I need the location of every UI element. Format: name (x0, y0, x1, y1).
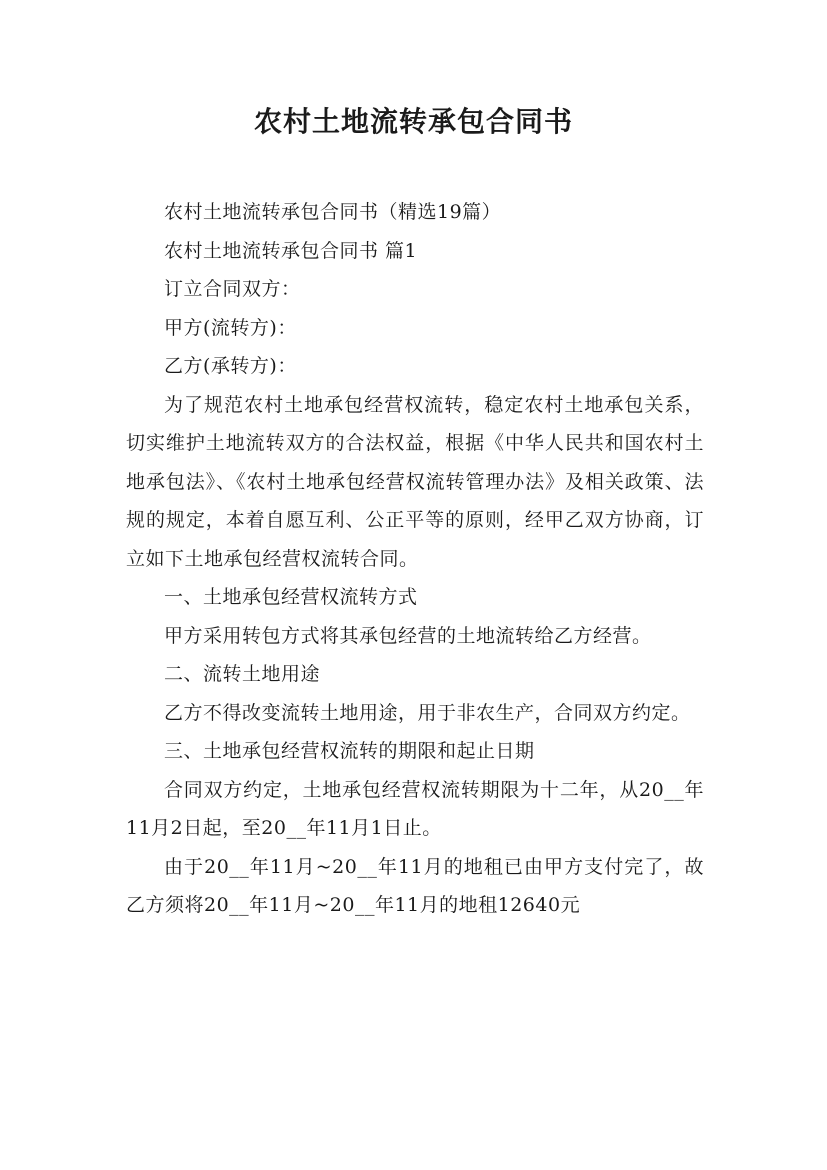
clause-2-body: 乙方不得改变流转土地用途，用于非农生产，合同双方约定。 (164, 701, 691, 724)
document-body (126, 193, 704, 925)
doc-subtitle: 农村土地流转承包合同书（精选19篇） (164, 201, 502, 223)
parties-label: 订立合同双方： (164, 278, 301, 300)
document-title: 农村土地流转承包合同书 (253, 105, 573, 138)
clause-3-heading: 三、土地承包经营权流转的期限和起止日期 (164, 740, 535, 762)
section-heading-part1: 农村土地流转承包合同书 篇1 (164, 239, 418, 262)
clause-3-body: 合同双方约定，土地承包经营权流转期限为十二年，从20__年11月2日起，至20__年11月1日止。 (126, 778, 704, 839)
rent-paragraph: 由于20__年11月~20__年11月的地租已由甲方支付完了，故乙方须将20__年11月~20__年11月的地租12640元 (126, 855, 704, 916)
clause-1-body: 甲方采用转包方式将其承包经营的土地流转给乙方经营。 (164, 624, 652, 647)
clause-2-heading: 二、流转土地用途 (164, 663, 321, 685)
party-b-line: 乙方(承转方)： (164, 355, 297, 377)
party-a-line: 甲方(流转方)： (164, 316, 297, 339)
preamble-paragraph: 为了规范农村土地承包经营权流转，稳定农村土地承包关系，切实维护土地流转双方的合法权益，根据《中华人民共和国农村土地承包法》、《农村土地承包经营权流转管理办法》及相关政策、法规的规定，本着自愿互利、公正平等的原则，经甲乙双方协商，订立如下土地承包经营权流转合同。 (126, 393, 704, 570)
clause-1-heading: 一、土地承包经营权流转方式 (164, 586, 418, 608)
